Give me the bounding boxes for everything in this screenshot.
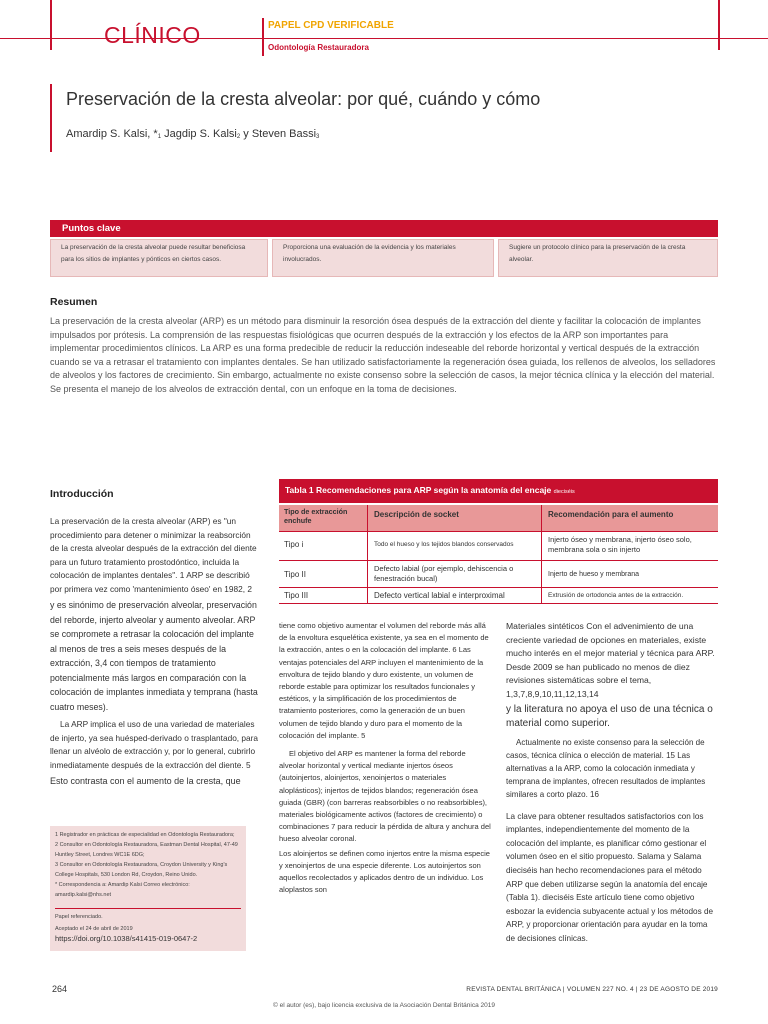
- table1-row1-recommendation: Injerto óseo y membrana, injerto óseo solo, membrana sola o sin injerto: [548, 535, 692, 554]
- table1-row2-type: Tipo II: [284, 570, 306, 579]
- key-point-3: Sugiere un protocolo clínico para la preservación de la cresta alveolar.: [498, 239, 718, 277]
- subsection-label: Odontología Restauradora: [268, 43, 369, 52]
- table1-row1-type: Tipo i: [284, 540, 304, 549]
- article-title: Preservación de la cresta alveolar: por qué, cuándo y cómo: [66, 89, 541, 109]
- journal-info: REVISTA DENTAL BRITÁNICA | VOLUMEN 227 NO. 4 | 23 DE AGOSTO DE 2019: [466, 986, 718, 993]
- footnote-1: 1 Registrador en prácticas de especialidad en Odontología Restauradora;: [55, 832, 235, 838]
- abstract-text: La preservación de la cresta alveolar (ARP) es un método para disminuir la resorción ósea después de la extracción del diente y facilitar la colocación de implantes impulsados por prótesis. La comprensión de las respuestas fisiológicas que ocurren después de la extracción y los efectos de la ARP son importantes para implementar procedimientos clínicos. La ARP es una forma predecible de reducir la reducción indeseable del reborde horizontal y vertical después de la extracción cuando se va a retrasar el tratamiento con implantes dentales. Se han utilizado satisfactoriamente la regeneración ósea guiada, los rellenos de alveolos, los selladores de alveolos y los factores de crecimiento. Sin embargo, actualmente no existe consenso sobre la selección de casos, la mejor técnica clínica y la elección del material. Se presenta el manejo de los alveolos de extracción dental, con un enfoque en la toma de decisiones.: [50, 316, 716, 394]
- table1-title: Tabla 1 Recomendaciones para ARP según la anatomía del encaje: [285, 485, 552, 495]
- intro-paragraph-3: La ARP implica el uso de una variedad de materiales de injerto, ya sea huésped-derivado o trasplantado, para llenar un alvéolo de extracción y, por lo general, cubrirlo inmediatamente después de la extracción del diente. 5: [50, 719, 259, 770]
- table1-rule: [279, 560, 718, 561]
- col2-paragraph-3: Los aloinjertos se definen como injertos entre la misma especie y xenoinjertos de una especie diferente. Los autoinjertos son aquellos recolectados y aplicados dentro de un individuo. Los aloplastos son: [279, 848, 490, 895]
- body-column-2: [279, 620, 491, 896]
- footnote-2: 2 Consultor en Odontología Restauradora, Eastman Dental Hospital, 47-49 Huntley Street, Londres WC1E 6DG;: [55, 842, 238, 858]
- table1-row1-description: Todo el hueso y los tejidos blandos conservados: [374, 541, 514, 548]
- col2-paragraph-2: El objetivo del ARP es mantener la forma del reborde alveolar horizontal y vertical mediante injertos óseos (autoinjertos, aloinjertos, xenoinjertos o materiales aloplásticos); injertos de tejidos blandos; regeneración ósea guiada (GBR) (con barreras reabsorbibles o no reabsorbibles), materiales biológicamente activos (factores de crecimiento) o combinaciones 7 para reducir la pérdida de altura y anchura del hueso alveolar coronal.: [279, 749, 491, 844]
- header-left-bar: [50, 0, 52, 50]
- intro-heading: Introducción: [50, 488, 114, 500]
- accepted-date: Aceptado el 24 de abril de 2019: [55, 926, 133, 932]
- author-3: y Steven Bassi: [243, 128, 317, 140]
- table1-row3-recommendation: Extrusión de ortodoncia antes de la extracción.: [548, 592, 684, 599]
- key-point-1: La preservación de la cresta alveolar puede resultar beneficiosa para los sitios de implantes y pónticos en ciertos casos.: [50, 239, 268, 277]
- col3-paragraph-3: Actualmente no existe consenso para la selección de casos, técnica clínica o elección de material. 15 Las alternativas a la ARP, como la colocación inmediata y temprana de implantes, ofrecen resultados de implantes similares a corto plazo. 16: [506, 737, 706, 799]
- authors: [66, 128, 319, 140]
- title-bar: [50, 84, 52, 152]
- intro-paragraph-4: Esto contrasta con el aumento de la cresta, que: [50, 776, 241, 786]
- body-column-3: [506, 620, 718, 946]
- key-points-heading: Puntos clave: [50, 220, 718, 237]
- table1-bottom-rule: [279, 603, 718, 604]
- author-2-affil: 2: [236, 134, 241, 140]
- table1-rule: [279, 531, 718, 532]
- table1-ref: dieciséis: [553, 489, 575, 495]
- table1-caption: [279, 479, 718, 503]
- intro-paragraph-1: La preservación de la cresta alveolar (ARP) es "un procedimiento para detener o minimizar la reabsorción de la cresta alveolar después de la extracción del diente para un futuro tratamiento prostodóntico, incluida la colocación de implantes dentales". 1 ARP se describió por primera vez como 'mantenimiento óseo' en 1982, 2: [50, 516, 257, 594]
- table1-row2-recommendation: Injerto de hueso y membrana: [548, 571, 640, 578]
- table1-header-description: Descripción de socket: [374, 510, 459, 519]
- refereed-note: Papel referenciado.: [55, 914, 103, 920]
- table1-row2-description: Defecto labial (por ejemplo, dehiscencia o fenestración bucal): [374, 564, 514, 583]
- intro-column: [50, 515, 260, 789]
- col3-paragraph-2: y la literatura no apoya el uso de una técnica o material como superior.: [506, 703, 713, 730]
- col3-paragraph-4: La clave para obtener resultados satisfactorios con los implantes, independientemente del momento de la colocación del implante, es planificar cómo gestionar el volumen óseo en el sitio propuesto. Salama y Salama dieciséis han hecho recomendaciones para el método ARP que deben utilizarse según la anatomía del encaje (Tabla 1). dieciséis Este artículo tiene como objetivo esbozar la evidencia subyacente actual y los métodos de ARP, y proporcionar orientación para ayudar en la toma de decisiones clínicas.: [506, 811, 714, 943]
- abstract-heading: Resumen: [50, 296, 98, 308]
- footnotes-rule: [55, 908, 241, 909]
- table1-col-rule-1: [367, 505, 368, 604]
- table1-header-type: Tipo de extracción enchufe: [284, 507, 348, 525]
- footnote-correspondence: * Correspondencia a: Amardip Kalsi Correo electrónico: amardip.kalsi@nhs.net: [55, 882, 190, 898]
- author-2: Jagdip S. Kalsi: [164, 128, 237, 140]
- copyright-notice: © el autor (es), bajo licencia exclusiva de la Asociación Dental Británica 2019: [273, 1002, 495, 1009]
- section-label: CLÍNICO: [104, 22, 201, 48]
- table1-row3-type: Tipo III: [284, 591, 309, 600]
- header-right-bar: [718, 0, 720, 50]
- col2-paragraph-1: tiene como objetivo aumentar el volumen del reborde más allá de la envoltura esquelética existente, ya sea en el momento de la extracción, antes o en la colocación del implante. 6 Las ventajas potenciales del ARP incluyen el mantenimiento de la envoltura de tejido blando y duro existente, un volumen de reborde estable para optimizar los resultados funcionales y estéticos, y la simplificación de los procedimientos de tratamiento posteriores, como la generación de un buen volumen de tejido blando y duro para el momento de la colocación del implante. 5: [279, 621, 489, 740]
- author-3-affil: 3: [316, 134, 320, 140]
- col3-paragraph-1: Materiales sintéticos Con el advenimiento de una creciente variedad de opciones en materiales, existe mucho interés en el mejor material y técnica para ARP. Desde 2009 se han publicado no menos de diez revisiones sistemáticas sobre el tema, 1,3,7,8,9,10,11,12,13,14: [506, 621, 715, 699]
- footnotes-box: [50, 826, 246, 951]
- footnote-3: 3 Consultor en Odontología Restauradora, Croydon University y King's College Hospitals, 530 London Rd, Croydon, Reino Unido.: [55, 862, 228, 878]
- table1-header-recommendation: Recomendación para el aumento: [548, 510, 674, 519]
- cpd-label: PAPEL CPD VERIFICABLE: [268, 20, 394, 31]
- table1-row3-description: Defecto vertical labial e interproximal: [374, 591, 505, 600]
- page-number: 264: [52, 984, 68, 994]
- author-1: Amardip S. Kalsi, *: [66, 128, 158, 140]
- header-divider: [262, 18, 264, 56]
- key-point-2: Proporciona una evaluación de la evidencia y los materiales involucrados.: [272, 239, 494, 277]
- table1-rule: [279, 587, 718, 588]
- intro-paragraph-2: y es sinónimo de preservación alveolar, preservación del reborde, injerto alveolar y aumento alveolar. ARP se compromete a retrasar la colocación del implante al menos de tres a seis meses después de la extracción, 3,4 con tiempos de tratamiento potencialmente más largos en comparación con la colocación de implantes inmediata y temprana (hasta cuatro meses).: [50, 600, 258, 712]
- author-1-affil: 1: [157, 134, 162, 140]
- doi-link[interactable]: https://doi.org/10.1038/s41415-019-0647-2: [55, 934, 198, 943]
- table1-col-rule-2: [541, 505, 542, 604]
